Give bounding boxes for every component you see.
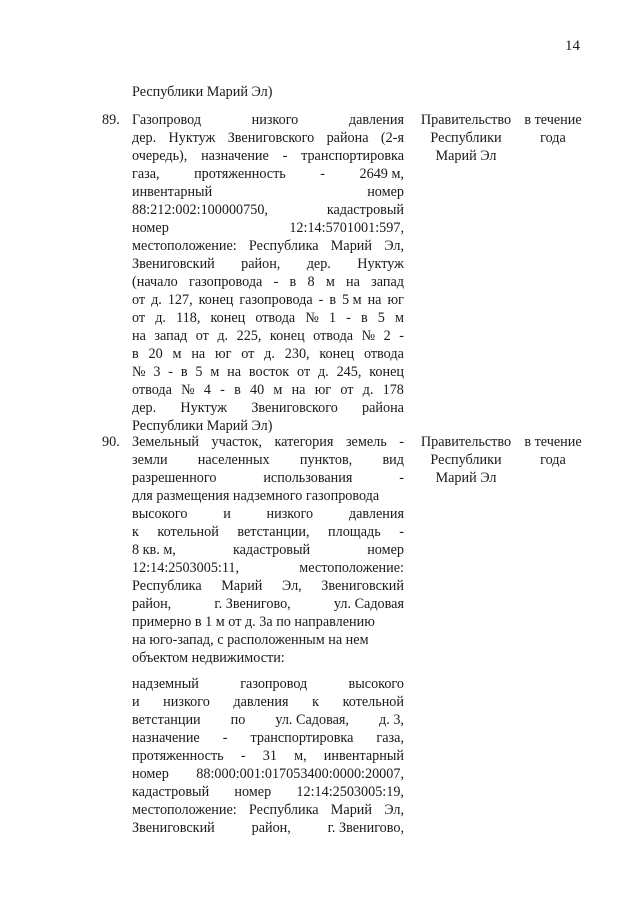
word: м [325, 274, 335, 290]
word: разрешенного [132, 470, 217, 486]
item-text-line [132, 765, 404, 783]
word: ул. Садовая [333, 596, 404, 612]
word: Эл, [281, 578, 302, 594]
word: - [220, 382, 225, 398]
item-text-line [132, 183, 404, 201]
word: Звениговского [251, 400, 338, 416]
word: д. [217, 328, 229, 344]
word: инвентарный [132, 184, 213, 200]
word: 40 [250, 382, 265, 398]
word: конец [210, 310, 246, 326]
word: м, [294, 748, 307, 764]
item-text-line [132, 381, 404, 399]
word: - [399, 328, 404, 344]
item-text-line [132, 541, 404, 559]
word: категория [274, 434, 334, 450]
word: номер [132, 220, 169, 236]
word: 88:212:002:100000750, [132, 202, 268, 218]
word: 5 [377, 310, 385, 326]
word: земли [132, 452, 168, 468]
term-text: в течение [524, 112, 582, 128]
word: м [210, 364, 220, 380]
word: на [291, 382, 306, 398]
word: м [273, 382, 283, 398]
word: - [240, 748, 246, 764]
item-text-line [132, 693, 404, 711]
word: транспортировка [301, 148, 404, 164]
item-text-line [132, 147, 404, 165]
word: 127, [167, 292, 193, 308]
word: Нуктуж [168, 130, 216, 146]
word: 12:14:2503005:19, [296, 784, 404, 800]
word: газопровода [189, 274, 263, 290]
word: 5 м [342, 292, 362, 308]
item-text-line [132, 309, 404, 327]
word: 1 [328, 310, 337, 326]
word: ул. Садовая, [275, 712, 349, 728]
word: котельной [157, 524, 219, 540]
word: (2-я [380, 130, 404, 146]
word: район, [241, 256, 281, 272]
item-text-line [132, 273, 404, 291]
word: 31 [262, 748, 277, 764]
item-text-line [132, 469, 404, 487]
word: пунктов, [299, 452, 353, 468]
word: низкого [266, 506, 314, 522]
page-number: 14 [565, 38, 580, 54]
word: давления [348, 112, 404, 128]
word: населенных [197, 452, 270, 468]
word: - [346, 310, 351, 326]
word: № [305, 310, 319, 326]
word: Звениговский [321, 578, 404, 594]
word: 225, [236, 328, 262, 344]
word: давления [348, 506, 404, 522]
word: г. Звенигово, [327, 820, 404, 836]
word: 118, [176, 310, 201, 326]
word: д. [362, 382, 374, 398]
word: 3 [153, 364, 161, 380]
word: номер [367, 184, 404, 200]
word: отвода [313, 328, 354, 344]
word: 5 [195, 364, 203, 380]
word: примерно в 1 м от д. 3а по направлению [132, 614, 375, 630]
word: 8 [307, 274, 315, 290]
item-text-line [132, 523, 404, 541]
item-text-line [132, 291, 404, 309]
word: района [362, 400, 404, 416]
word: от [340, 382, 354, 398]
word: вид [382, 452, 404, 468]
word: низкого [163, 694, 210, 710]
word: на [367, 292, 382, 308]
item-text-line [132, 783, 404, 801]
word: Звениговский [132, 820, 215, 836]
word: 12:14:2503005:11, [132, 560, 240, 576]
word: конец [269, 328, 305, 344]
word: м [172, 346, 182, 362]
item-text-line [132, 451, 404, 469]
word: номер [132, 766, 169, 782]
word: - [318, 292, 324, 308]
word: земель [345, 434, 387, 450]
word: Республика [248, 238, 319, 254]
word: отвода [255, 310, 296, 326]
word: использования [263, 470, 353, 486]
word: Республика [248, 802, 319, 818]
word: на [132, 328, 146, 344]
word: д. [317, 364, 329, 380]
word: участок, [211, 434, 262, 450]
word: - [282, 148, 288, 164]
word: от [241, 346, 255, 362]
continuation-line: Республики Марий Эл) [132, 84, 273, 100]
word: в [180, 364, 188, 380]
word: кадастровый [326, 202, 404, 218]
word: № [132, 364, 146, 380]
word: на [346, 274, 360, 290]
word: Нуктуж [357, 256, 404, 272]
item-text-line [132, 111, 404, 129]
word: района [326, 130, 369, 146]
word: от [132, 292, 146, 308]
word: - [399, 434, 404, 450]
word: номер [367, 542, 404, 558]
word: в [360, 310, 368, 326]
word: юг [314, 382, 332, 398]
word: площадь [328, 524, 381, 540]
word: дер. [132, 400, 157, 416]
authority-text: Марий Эл [435, 470, 497, 486]
word: и [132, 694, 140, 710]
word: Нуктуж [180, 400, 228, 416]
authority-text: Республики [430, 130, 502, 146]
word: 20 [148, 346, 163, 362]
item-text-line [132, 595, 404, 613]
word: низкого [251, 112, 299, 128]
word: объектом недвижимости: [132, 650, 285, 666]
item-text-line [132, 363, 404, 381]
word: инвентарный [323, 748, 404, 764]
item-text-line [132, 219, 404, 237]
item-number: 90. [102, 434, 120, 450]
word: давления [233, 694, 289, 710]
term-text: года [540, 130, 566, 146]
word: для размещения надземного газопровода [132, 488, 380, 504]
item-number: 89. [102, 112, 120, 128]
item-text-line [132, 613, 375, 631]
item-text-line [132, 577, 404, 595]
word: Звениговского [227, 130, 315, 146]
item-text-line [132, 649, 285, 667]
word: 245, [336, 364, 362, 380]
item-text-line [132, 487, 379, 505]
item-text-line [132, 129, 404, 147]
word: кадастровый [132, 784, 210, 800]
word: газопровод [240, 676, 308, 692]
item-text-line [132, 747, 404, 765]
word: - [320, 166, 325, 182]
word: конец [319, 346, 355, 362]
word: г. Звенигово, [214, 596, 291, 612]
word: д. [264, 346, 275, 362]
word: к [312, 694, 319, 710]
word: от [132, 310, 146, 326]
word: отвода [363, 346, 404, 362]
item-text-line [132, 631, 369, 649]
word: м [394, 310, 404, 326]
word: - [399, 470, 404, 486]
item-text-line [132, 255, 404, 273]
word: 8 кв. м, [132, 542, 176, 558]
word: ветстанции [132, 712, 201, 728]
word: конец [369, 364, 404, 380]
word: Звениговский [132, 256, 215, 272]
word: от [195, 328, 209, 344]
item-text-line [132, 801, 404, 819]
word: ветстанции, [237, 524, 310, 540]
word: местоположение: [299, 560, 404, 576]
word: местоположение: [132, 802, 237, 818]
item-text-line [132, 165, 404, 183]
item-text-line [132, 399, 404, 417]
word: 12:14:5701001:597, [289, 220, 404, 236]
word: в [329, 292, 337, 308]
word: 178 [382, 382, 404, 398]
word: газа, [132, 166, 160, 182]
word: к [132, 524, 139, 540]
item-text-line [132, 559, 404, 577]
word: Эл, [384, 802, 404, 818]
word: очередь), [132, 148, 188, 164]
word: и [223, 506, 231, 522]
word: - [273, 274, 279, 290]
word: на юго-запад, с расположенным на нем [132, 632, 369, 648]
authority-text: Правительство [420, 112, 512, 128]
word: дер. [306, 256, 331, 272]
word: (начало [132, 274, 178, 290]
item-text-line [132, 675, 404, 693]
word: № [181, 382, 195, 398]
word: номер [234, 784, 272, 800]
word: надземный [132, 676, 199, 692]
word: запад [154, 328, 188, 344]
item-text-line [132, 729, 404, 747]
word: дер. [132, 130, 157, 146]
word: газопровода [239, 292, 313, 308]
word: 230, [284, 346, 310, 362]
word: Марий [330, 802, 372, 818]
word: конец [198, 292, 234, 308]
word: Марий [330, 238, 372, 254]
word: от [297, 364, 311, 380]
word: отвода [132, 382, 172, 398]
item-text-line [132, 327, 404, 345]
word: в [289, 274, 297, 290]
item-text-line [132, 819, 404, 837]
word: 4 [203, 382, 211, 398]
word: в [132, 346, 139, 362]
word: Республики Марий Эл) [132, 418, 273, 434]
item-text-line [132, 433, 404, 451]
word: газа, [376, 730, 404, 746]
word: в [234, 382, 241, 398]
word: район, [251, 820, 291, 836]
authority-text: Правительство [420, 434, 512, 450]
item-text-line [132, 711, 404, 729]
word: Эл, [384, 238, 404, 254]
word: назначение [132, 730, 200, 746]
word: по [230, 712, 246, 728]
word: назначение [201, 148, 269, 164]
word: запад [371, 274, 404, 290]
word: Республика [132, 578, 202, 594]
word: Газопровод [132, 112, 202, 128]
item-text-line [132, 345, 404, 363]
authority-text: Республики [430, 452, 502, 468]
word: 2 [383, 328, 391, 344]
word: на [191, 346, 206, 362]
word: протяженность [132, 748, 224, 764]
word: - [399, 524, 404, 540]
word: Марий [221, 578, 263, 594]
word: юг [387, 292, 404, 308]
word: транспортировка [250, 730, 354, 746]
word: на [227, 364, 242, 380]
word: восток [248, 364, 290, 380]
word: Земельный [132, 434, 199, 450]
word: - [222, 730, 228, 746]
word: протяженность [194, 166, 286, 182]
word: кадастровый [232, 542, 311, 558]
word: 2649 м, [359, 166, 404, 182]
word: - [168, 364, 174, 380]
word: 88:000:001:017053400:0000:20007, [196, 766, 404, 782]
item-text-line [132, 201, 404, 219]
term-text: в течение [524, 434, 582, 450]
word: д. [155, 310, 166, 326]
word: д. [151, 292, 162, 308]
word: юг [215, 346, 232, 362]
word: высокого [348, 676, 404, 692]
word: местоположение: [132, 238, 237, 254]
word: высокого [132, 506, 188, 522]
item-text-line [132, 237, 404, 255]
word: район, [132, 596, 172, 612]
word: д. 3, [379, 712, 404, 728]
word: № [361, 328, 376, 344]
authority-text: Марий Эл [435, 148, 497, 164]
word: котельной [342, 694, 404, 710]
term-text: года [540, 452, 566, 468]
item-text-line [132, 505, 404, 523]
